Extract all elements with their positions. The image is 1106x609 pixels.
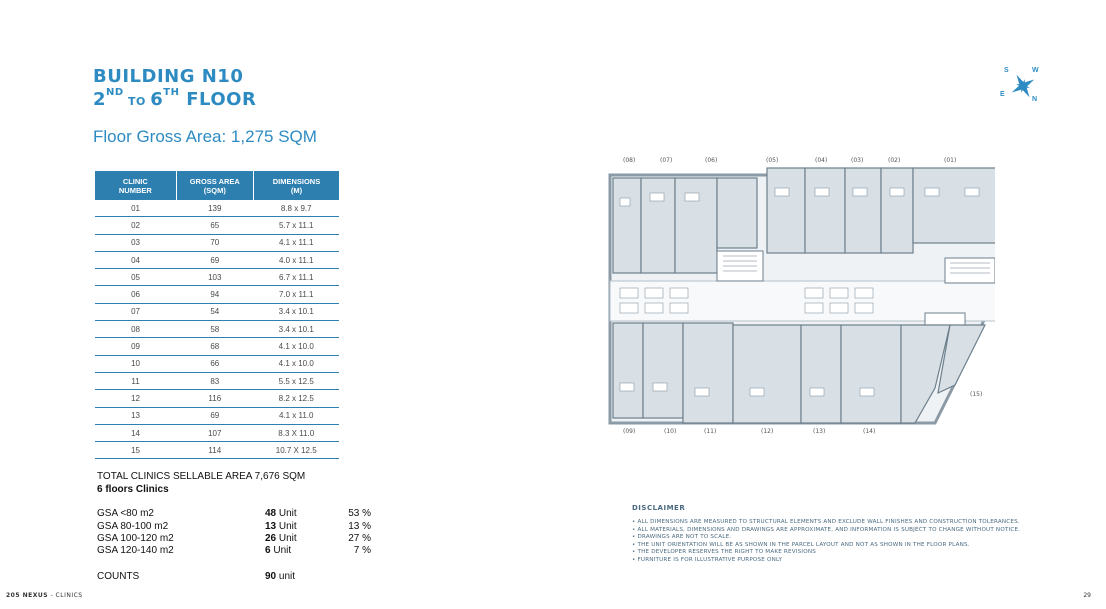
disclaimer-item: • ALL DIMENSIONS ARE MEASURED TO STRUCTURAL ELEMENTS AND EXCLUDE WALL FINISHES AND CONSTRUCTION TOLERANCES. xyxy=(632,519,1020,525)
floor-title xyxy=(93,89,256,110)
counts-label: COUNTS xyxy=(97,571,140,582)
col-dimensions: DIMENSIONS (M) xyxy=(253,171,339,200)
compass-s: S xyxy=(1004,67,1009,74)
gsa-count: 6 Unit xyxy=(265,545,292,556)
floor-word: FLOOR xyxy=(179,89,257,110)
compass-e: E xyxy=(1000,91,1005,98)
building-title: BUILDING N10 xyxy=(93,66,244,87)
unit-label: (15) xyxy=(970,391,983,398)
footer-brand: 205 NEXUS - CLINICS xyxy=(6,592,83,599)
unit-label: (07) xyxy=(660,157,673,164)
gsa-count: 26 Unit xyxy=(265,533,297,544)
disclaimer-item: • THE UNIT ORIENTATION WILL BE AS SHOWN IN THE PARCEL LAYOUT AND NOT AS SHOWN IN THE FLOOR PLANS. xyxy=(632,541,970,548)
unit-label: (10) xyxy=(664,428,677,435)
unit-label: (06) xyxy=(705,157,718,164)
table-row: 02 65 5.7 x 11.1 xyxy=(95,217,339,234)
total-sellable-area: TOTAL CLINICS SELLABLE AREA 7,676 SQM xyxy=(97,471,306,482)
floors-count: 6 floors Clinics xyxy=(97,484,169,495)
disclaimer-item: • DRAWINGS ARE NOT TO SCALE. xyxy=(632,534,732,541)
unit-label: (04) xyxy=(815,157,828,164)
gsa-row xyxy=(97,508,373,520)
floor-plan-drawing xyxy=(605,153,995,438)
gsa-count: 13 Unit xyxy=(265,521,297,532)
floor-gross-area: Floor Gross Area: 1,275 SQM xyxy=(93,127,317,146)
table-row: 09 68 4.1 x 10.0 xyxy=(95,338,339,355)
counts-value: 90 unit xyxy=(265,571,296,582)
table-row: 03 70 4.1 x 11.1 xyxy=(95,234,339,251)
table-row: 06 94 7.0 x 11.1 xyxy=(95,286,339,303)
disclaimer-item: • THE DEVELOPER RESERVES THE RIGHT TO MAKE REVISIONS xyxy=(632,549,816,556)
page-number: 29 xyxy=(1083,592,1091,599)
floor-to: 6 xyxy=(150,89,164,110)
gsa-percent: 53 % xyxy=(348,508,371,519)
gsa-percent: 7 % xyxy=(353,545,371,556)
floor-to-suffix: TH xyxy=(163,87,180,98)
table-row: 01 139 8.8 x 9.7 xyxy=(95,200,339,217)
unit-label: (03) xyxy=(851,157,864,164)
gsa-percent: 13 % xyxy=(348,521,371,532)
compass-n: N xyxy=(1032,96,1038,103)
compass-w: W xyxy=(1032,67,1039,74)
gsa-row xyxy=(97,521,373,533)
disclaimer-list xyxy=(632,519,1020,565)
col-gross-area: GROSS AREA (SQM) xyxy=(176,171,253,200)
table-row: 11 83 5.5 x 12.5 xyxy=(95,372,339,389)
unit-label: (02) xyxy=(888,157,901,164)
gsa-label: GSA <80 m2 xyxy=(97,508,154,519)
floor-from: 2 xyxy=(93,89,107,110)
floor-to-word: TO xyxy=(123,95,151,108)
unit-label: (11) xyxy=(704,428,717,435)
floor-from-suffix: ND xyxy=(106,87,124,98)
gsa-row xyxy=(97,545,373,557)
gsa-label: GSA 100-120 m2 xyxy=(97,533,174,544)
gsa-percent: 27 % xyxy=(348,533,371,544)
table-row: 12 116 8.2 x 12.5 xyxy=(95,390,339,407)
table-row: 15 114 10.7 X 12.5 xyxy=(95,442,339,459)
unit-label: (05) xyxy=(766,157,779,164)
gsa-label: GSA 120-140 m2 xyxy=(97,545,174,556)
disclaimer-item: • FURNITURE IS FOR ILLUSTRATIVE PURPOSE ONLY xyxy=(632,556,783,563)
unit-label: (13) xyxy=(813,428,826,435)
table-row: 14 107 8.3 X 11.0 xyxy=(95,424,339,441)
gsa-label: GSA 80-100 m2 xyxy=(97,521,169,532)
table-header-row xyxy=(95,171,339,200)
table-row: 04 69 4.0 x 11.1 xyxy=(95,251,339,268)
clinic-table xyxy=(95,171,339,459)
table-row: 08 58 3.4 x 10.1 xyxy=(95,321,339,338)
disclaimer-item: • ALL MATERIALS, DIMENSIONS AND DRAWINGS ARE APPROXIMATE, AND INFORMATION IS SUBJECT TO CHANGE WITHOUT NOTICE. xyxy=(632,526,1021,533)
table-row: 10 66 4.1 x 10.0 xyxy=(95,355,339,372)
unit-label: (08) xyxy=(623,157,636,164)
counts-row xyxy=(97,571,373,583)
compass-icon xyxy=(994,64,1050,110)
table-row: 05 103 6.7 x 11.1 xyxy=(95,269,339,286)
unit-label: (01) xyxy=(944,157,957,164)
table-row: 13 69 4.1 x 11.0 xyxy=(95,407,339,424)
unit-label: (12) xyxy=(761,428,774,435)
gsa-row xyxy=(97,533,373,545)
unit-label: (09) xyxy=(623,428,636,435)
gsa-count: 48 Unit xyxy=(265,508,297,519)
unit-label: (14) xyxy=(863,428,876,435)
col-clinic-number: CLINIC NUMBER xyxy=(95,171,176,200)
disclaimer-title: DISCLAIMER xyxy=(632,504,686,512)
table-row: 07 54 3.4 x 10.1 xyxy=(95,303,339,320)
